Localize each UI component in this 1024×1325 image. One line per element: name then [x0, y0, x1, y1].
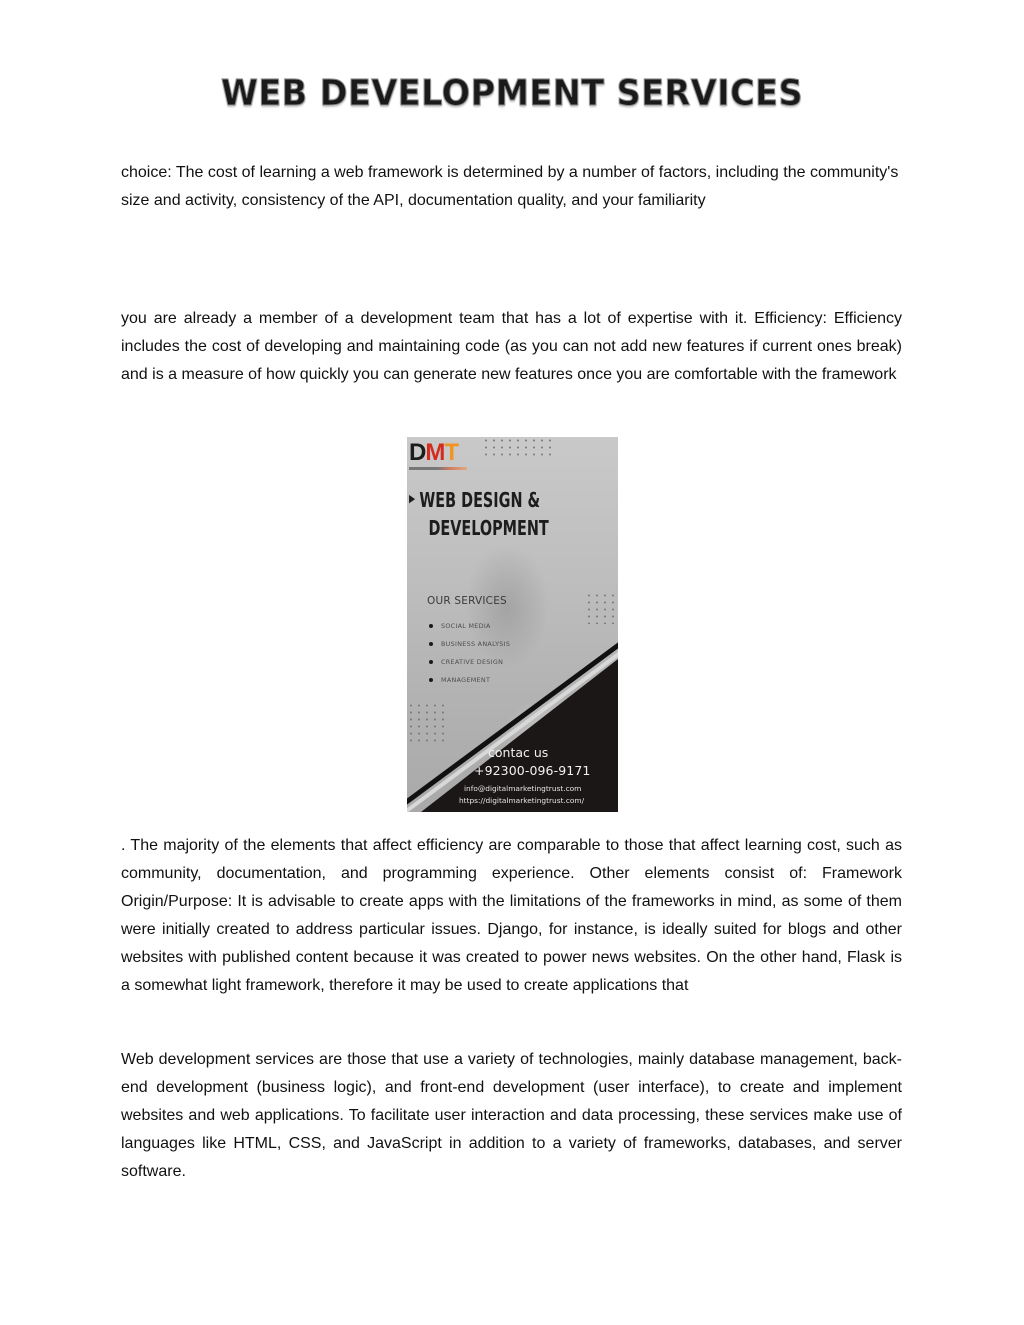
page-title: WEB DEVELOPMENT SERVICES [220, 73, 804, 114]
headline-line-2: DEVELOPMENT [428, 516, 549, 540]
paragraph-efficiency: you are already a member of a development team that has a lot of expertise with it. Efficiency: Efficiency includes the cost of developing and maintaining code (as you can not add new features if current ones break) and is a measure of how quickly you can generate new features once you are comfortable with the framework [121, 310, 902, 383]
contact-email: info@digitalmarketingtrust.com [464, 784, 582, 793]
service-label: CREATIVE DESIGN [441, 658, 504, 666]
contact-url: https://digitalmarketingtrust.com/ [459, 796, 585, 805]
contact-title: contac us [488, 745, 549, 760]
service-label: MANAGEMENT [441, 676, 491, 684]
logo-letter-m: M [425, 439, 445, 466]
web-design-flyer-image [407, 437, 618, 812]
logo-letter-t: T [444, 439, 459, 466]
service-label: SOCIAL MEDIA [441, 622, 491, 630]
logo-letter-d: D [409, 439, 426, 466]
service-label: BUSINESS ANALYSIS [441, 640, 511, 648]
paragraph-learning-cost: choice: The cost of learning a web framework is determined by a number of factors, including the community's size and activity, consistency of the API, documentation quality, and your familiarity [121, 164, 899, 209]
play-arrow-icon: ▶ [409, 492, 416, 505]
paragraph-web-development-services: Web development services are those that use a variety of technologies, mainly database management, back-end development (business logic), and front-end development (user interface), to create and implement websites and web applications. To facilitate user interaction and data processing, these services make use of languages like HTML, CSS, and JavaScript in addition to a variety of frameworks, databases, and server software. [121, 1051, 902, 1180]
paragraph-efficiency-factors: . The majority of the elements that affect efficiency are comparable to those that affect learning cost, such as community, documentation, and programming experience. Other elements consist of: Framework Origin/Purpose: It is advisable to create apps with the limitations of the frameworks in mind, as some of them were initially created to address particular issues. Django, for instance, is ideally suited for blogs and other websites with published content because it was created to power news websites. On the other hand, Flask is a somewhat light framework, therefore it may be used to create applications that [121, 837, 902, 994]
contact-phone: +92300-096-9171 [474, 763, 591, 778]
services-title: OUR SERVICES [427, 595, 507, 607]
headline-line-1: WEB DESIGN & [419, 488, 541, 512]
